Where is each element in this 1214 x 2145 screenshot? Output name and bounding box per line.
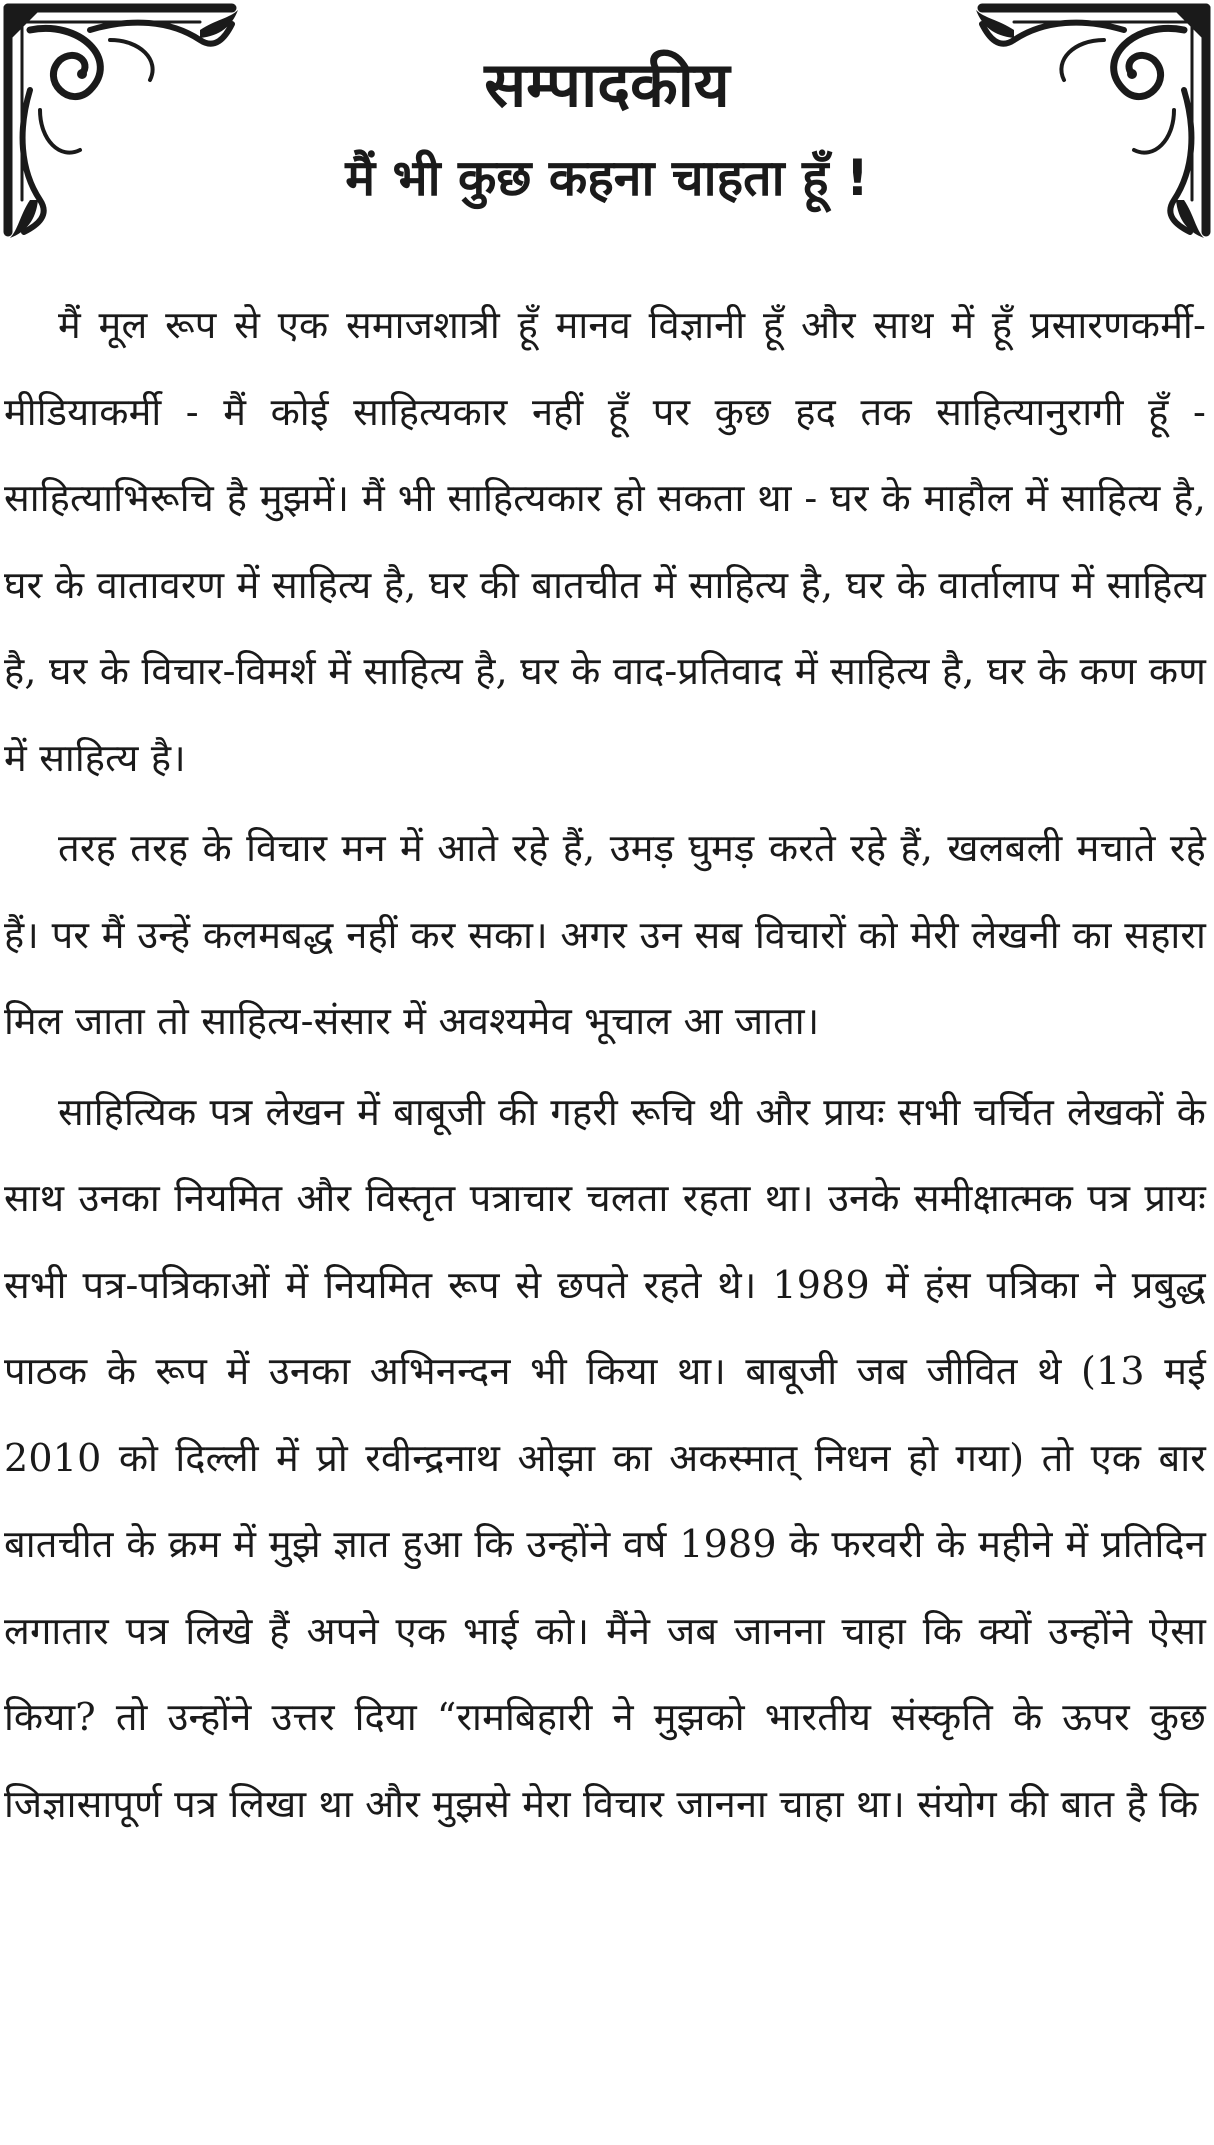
paragraph-2: तरह तरह के विचार मन में आते रहे हैं, उमड़ घुमड़ करते रहे हैं, खलबली मचाते रहे हैं। पर मैं उन्हें कलमबद्ध नहीं कर सका। अगर उन सब विचारों को मेरी लेखनी का सहारा मिल जाता तो साहित्य-संसार में अवश्यमेव भूचाल आ जाता। xyxy=(4,826,1206,1043)
paragraph-3: साहित्यिक पत्र लेखन में बाबूजी की गहरी रूचि थी और प्रायः सभी चर्चित लेखकों के साथ उनका नियमित और विस्तृत पत्राचार चलता रहता था। उनके समीक्षात्मक पत्र प्रायः सभी पत्र-पत्रिकाओं में नियमित रूप से छपते रहते थे। 1989 में हंस पत्रिका ने प्रबुद्ध पाठक के रूप में उनका अभिनन्दन भी किया था। बाबूजी जब जीवित थे (13 मई 2010 को दिल्ली में प्रो रवीन्द्रनाथ ओझा का अकस्मात् निधन हो गया) तो एक बार बातचीत के क्रम में मुझे ज्ञात हुआ कि उन्होंने वर्ष 1989 के फरवरी के महीने में प्रतिदिन लगातार पत्र लिखे हैं अपने एक भाई को। मैंने जब जानना चाहा कि क्यों उन्होंने ऐसा किया? तो उन्होंने उत्तर दिया “रामबिहारी ने मुझको भारतीय संस्कृति के ऊपर कुछ जिज्ञासापूर्ण पत्र लिखा था और मुझसे मेरा विचार जानना चाहा था। संयोग की बात है कि xyxy=(4,1089,1206,1826)
editorial-body xyxy=(4,282,1206,1851)
paragraph-1: मैं मूल रूप से एक समाजशात्री हूँ मानव विज्ञानी हूँ और साथ में हूँ प्रसारणकर्मी-मीडियाकर्मी - मैं कोई साहित्यकार नहीं हूँ पर कुछ हद तक साहित्यानुरागी हूँ - साहित्याभिरूचि है मुझमें। मैं भी साहित्यकार हो सकता था - घर के माहौल में साहित्य है, घर के वातावरण में साहित्य है, घर की बातचीत में साहित्य है, घर के वार्तालाप में साहित्य है, घर के विचार-विमर्श में साहित्य है, घर के वाद-प्रतिवाद में साहित्य है, घर के कण कण में साहित्य है। xyxy=(4,303,1206,780)
page-title: सम्पादकीय xyxy=(484,48,730,121)
page-header xyxy=(0,40,1214,218)
page-subtitle: मैं भी कुछ कहना चाहता हूँ ! xyxy=(345,149,869,207)
